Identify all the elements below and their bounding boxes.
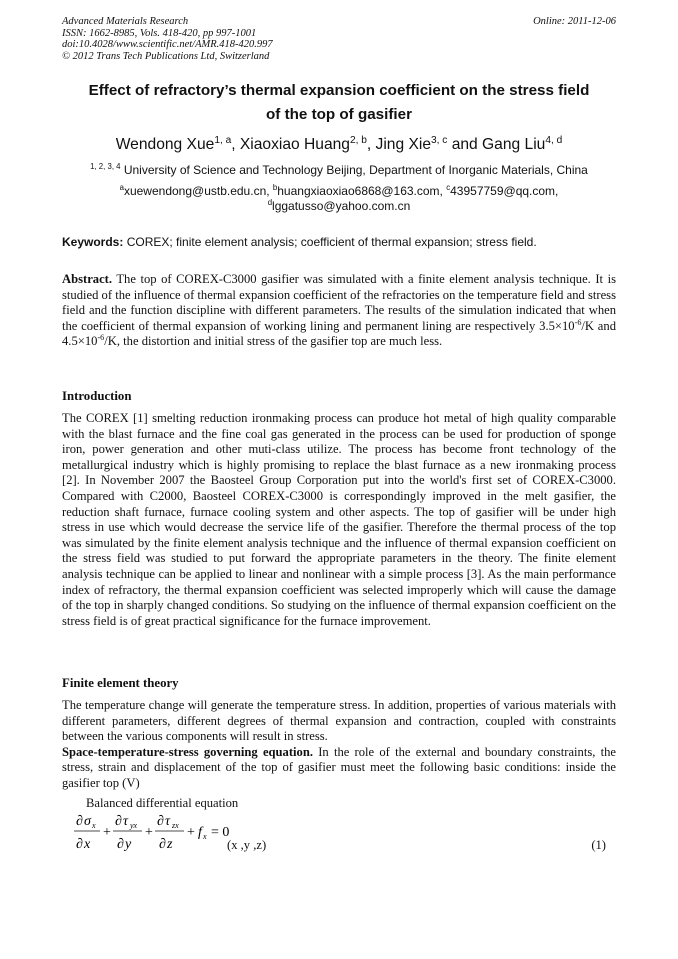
governing-equation-text: In the role of the external and boundary constraints, the stress, strain and displacement of the top of gasifier must meet the following basic conditions: inside the gasifier top (V): [62, 744, 616, 790]
author-separator: ,: [366, 136, 376, 153]
email-link[interactable]: 43957759@qq.com,: [450, 184, 559, 198]
abstract: [62, 272, 616, 350]
author-superscript: 2, b: [349, 134, 367, 146]
author-separator: and: [447, 136, 483, 153]
eq-denominator: y: [125, 837, 132, 852]
section-heading-introduction: Introduction: [62, 389, 132, 403]
doi-line: doi:10.4028/www.scientific.net/AMR.418-420.997: [62, 39, 273, 51]
keywords: [62, 235, 616, 249]
affiliation-superscript: 1, 2, 3, 4: [90, 162, 121, 171]
affiliation-text: University of Science and Technology Beijing, Department of Inorganic Materials, China: [123, 163, 588, 177]
abstract-text: /K, the distortion and initial stress of the gasifier top are much less.: [104, 334, 443, 349]
balanced-differential-equation: [70, 808, 240, 854]
eq-partial: ∂: [115, 814, 122, 829]
eq-zero: = 0: [211, 825, 230, 840]
introduction-paragraph: The COREX [1] smelting reduction ironmaking process can produce hot metal of high quality comparable with the blast furnace and the fine coal gas generated in the process can be used for production of sponge iron, power generation and other muti-class utilize. The process has become front technology of the metallurgical industry which is highly promising to replace the blast furnace as a new ironmaking process [2]. In November 2007 the Baosteel Group Corporation put into the world's first set of COREX-C3000. Compared with C2000, Baosteel COREX-C3000 is correspondingly improved in the melt gasifier, the reduction shaft furnace, furnace cooling system and other aspects. The top of gasifier will be under high stress in use which would decrease the service life of the gasifier. Therefore the thermal process of the top was simulated by the finite element analysis technique and the influence of thermal expansion coefficient on the stress field was studied to put forward the appropriate parameters in the theory. The finite element analysis technique can be applied to linear and nonlinear with a simple process [3]. As the main performance index of refractory, the thermal expansion coefficient was selected improperly which will cause the damage of the top in sharply changed conditions. So studying on the influence of thermal expansion coefficient on the stress field is of great practical significance for the furnace improvement.: [62, 411, 616, 628]
equation-number: (1): [591, 838, 606, 852]
eq-subscript: x: [92, 821, 96, 830]
eq-denominator: x: [84, 837, 91, 852]
eq-tau: τ: [165, 814, 171, 829]
section-heading-finite-element-theory: Finite element theory: [62, 676, 179, 690]
author-name: Xiaoxiao Huang: [239, 136, 350, 153]
title-line-2: of the top of gasifier: [266, 106, 412, 123]
email-link[interactable]: huangxiaoxiao6868@163.com,: [277, 184, 447, 198]
fet-paragraph: [62, 698, 616, 792]
email-link[interactable]: xuewendong@ustb.edu.cn,: [123, 184, 273, 198]
exponent: -6: [574, 317, 582, 327]
email-superscript: b: [272, 183, 278, 192]
email-link[interactable]: lggatusso@yahoo.com.cn: [272, 199, 411, 213]
eq-partial: ∂: [157, 814, 164, 829]
abstract-label: Abstract.: [62, 272, 113, 286]
eq-subscript: yx: [130, 821, 138, 830]
email-superscript: c: [446, 183, 451, 192]
online-date: Online: 2011-12-06: [533, 16, 616, 27]
equation-caption: Balanced differential equation: [86, 796, 239, 810]
title-line-1: Effect of refractory’s thermal expansion coefficient on the stress field: [88, 82, 590, 99]
author-superscript: 3, c: [431, 134, 448, 146]
governing-equation-label: Space-temperature-stress governing equation.: [62, 744, 313, 759]
eq-plus: +: [187, 825, 195, 840]
eq-partial: ∂: [159, 837, 166, 852]
copyright-line: © 2012 Trans Tech Publications Ltd, Switzerland: [62, 50, 270, 62]
eq-partial: ∂: [117, 837, 124, 852]
keywords-label: Keywords:: [62, 235, 124, 249]
eq-partial: ∂: [76, 814, 83, 829]
eq-denominator: z: [167, 837, 173, 852]
equation-variables: (x ,y ,z): [227, 838, 267, 852]
eq-sigma: σ: [84, 814, 91, 829]
eq-subscript: x: [203, 832, 207, 841]
eq-plus: +: [103, 825, 111, 840]
author-name: Gang Liu: [482, 136, 546, 153]
eq-body-force: f: [198, 825, 202, 840]
email-list: [62, 184, 616, 214]
author-superscript: 4, d: [545, 134, 563, 146]
author-name: Jing Xie: [375, 136, 432, 153]
journal-header: [62, 16, 273, 62]
journal-name: Advanced Materials Research: [62, 16, 189, 27]
issn-line: ISSN: 1662-8985, Vols. 418-420, pp 997-1001: [62, 27, 257, 39]
keywords-text: COREX; finite element analysis; coefficient of thermal expansion; stress field.: [123, 235, 537, 249]
author-separator: ,: [231, 136, 240, 153]
email-superscript: d: [267, 198, 273, 207]
author-name: Wendong Xue: [115, 136, 215, 153]
author-superscript: 1, a: [214, 134, 232, 146]
affiliation: [62, 163, 616, 177]
exponent: -6: [97, 333, 105, 343]
email-superscript: a: [119, 183, 124, 192]
eq-tau: τ: [123, 814, 129, 829]
fet-text: The temperature change will generate the temperature stress. In addition, properties of various materials with different parameters, different degrees of thermal expansion and contraction, coupled with constraints between the various components will result in stress.: [62, 698, 616, 744]
paper-title: [62, 79, 616, 127]
abstract-text: /K and 4.5×10: [62, 318, 616, 349]
eq-partial: ∂: [76, 837, 83, 852]
abstract-text: The top of COREX-C3000 gasifier was simulated with a finite element analysis technique. It is studied of the influence of thermal expansion coefficient of the refractories on the temperature field and stress field and the function discipline with different parameters. The results of the simulation indicated that when the coefficient of thermal expansion of working lining and permanent lining are respectively 3.5×10: [62, 272, 616, 333]
eq-subscript: zx: [172, 821, 179, 830]
eq-plus: +: [145, 825, 153, 840]
author-list: [62, 136, 616, 154]
